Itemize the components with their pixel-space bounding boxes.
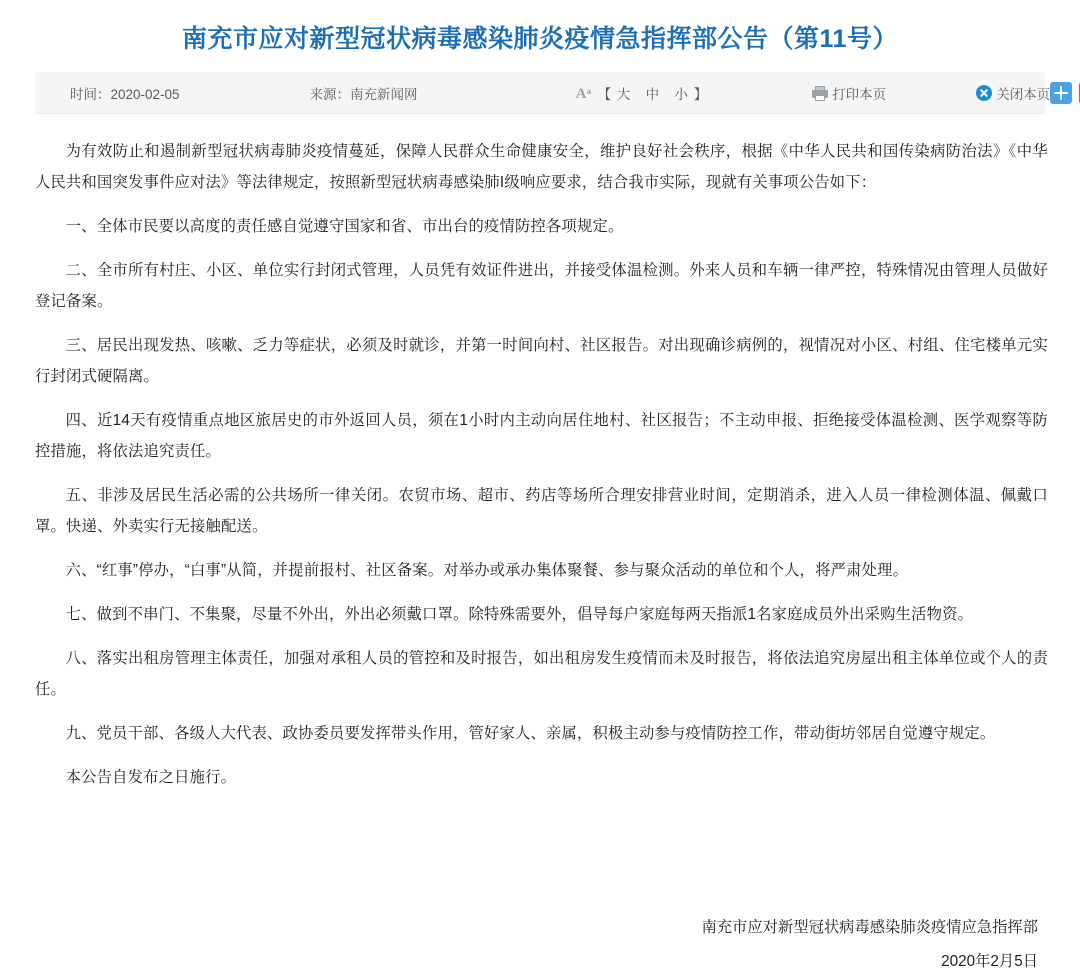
paragraph-item-4: 四、近14天有疫情重点地区旅居史的市外返回人员，须在1小时内主动向居住地村、社区报告；不主动申报、拒绝接受体温检测、医学观察等防控措施，将依法追究责任。 bbox=[35, 412, 1048, 460]
bracket-close: 】 bbox=[693, 87, 709, 102]
printer-icon bbox=[812, 86, 828, 101]
font-size-control[interactable] bbox=[576, 83, 709, 103]
close-page-button[interactable] bbox=[976, 83, 1050, 103]
close-icon bbox=[976, 85, 992, 101]
source-label: 来源：南充新闻网 bbox=[309, 87, 418, 102]
paragraph-item-9: 九、党员干部、各级人大代表、政协委员要发挥带头作用，管好家人、亲属，积极主动参与疫情防控工作，带动街坊邻居自觉遵守规定。 bbox=[65, 725, 996, 742]
spacer-1 bbox=[636, 87, 641, 102]
page-title: 南充市应对新型冠状病毒感染肺炎疫情急指挥部公告（第11号） bbox=[182, 25, 898, 53]
paragraph-item-2: 二、全市所有村庄、小区、单位实行封闭式管理，人员凭有效证件进出，并接受体温检测。外来人员和车辆一律严控，特殊情况由管理人员做好登记备案。 bbox=[35, 262, 1048, 310]
paragraph-intro: 为有效防止和遏制新型冠状病毒肺炎疫情蔓延，保障人民群众生命健康安全，维护良好社会秩序，根据《中华人民共和国传染病防治法》《中华人民共和国突发事件应对法》等法律规定，按照新型冠状病毒感染肺I级响应要求，结合我市实际，现就有关事项公告如下： bbox=[35, 143, 1048, 191]
font-size-icon: A a bbox=[575, 85, 592, 102]
paragraph-item-5: 五、非涉及居民生活必需的公共场所一律关闭。农贸市场、超市、药店等场所合理安排营业时间，定期消杀，进入人员一律检测体温、佩戴口罩。快递、外卖实行无接触配送。 bbox=[35, 487, 1048, 535]
font-size-small[interactable]: 小 bbox=[674, 87, 689, 102]
share-plus-icon[interactable] bbox=[1050, 82, 1072, 104]
article-body bbox=[0, 114, 1080, 793]
paragraph-item-1: 一、全体市民要以高度的责任感自觉遵守国家和省、市出台的疫情防控各项规定。 bbox=[65, 218, 624, 235]
print-page-label: 打印本页 bbox=[832, 87, 887, 102]
font-size-options bbox=[598, 83, 709, 103]
publish-time-label: 时间：2020-02-05 bbox=[70, 87, 180, 102]
signature-block bbox=[0, 911, 1080, 979]
font-size-medium[interactable]: 中 bbox=[645, 87, 661, 102]
font-size-large[interactable]: 大 bbox=[616, 87, 632, 102]
signature-issuer: 南充市应对新型冠状病毒感染肺炎疫情应急指挥部 bbox=[701, 919, 1038, 936]
source bbox=[310, 83, 418, 103]
meta-toolbar bbox=[35, 72, 1051, 114]
bracket-open: 【 bbox=[597, 87, 613, 102]
signature-date: 2020年2月5日 bbox=[941, 953, 1038, 970]
title-container bbox=[0, 0, 1080, 72]
share-buttons bbox=[1050, 82, 1080, 104]
paragraph-item-6: 六、“红事”停办，“白事”从简，并提前报村、社区备案。对举办或承办集体聚餐、参与聚众活动的单位和个人，将严肃处理。 bbox=[65, 562, 909, 579]
publish-time bbox=[70, 83, 180, 103]
print-page-button[interactable] bbox=[812, 83, 886, 103]
paragraph-effective: 本公告自发布之日施行。 bbox=[65, 769, 237, 786]
spacer-2 bbox=[665, 87, 670, 102]
paragraph-item-3: 三、居民出现发热、咳嗽、乏力等症状，必须及时就诊，并第一时间向村、社区报告。对出现确诊病例的，视情况对小区、村组、住宅楼单元实行封闭式硬隔离。 bbox=[35, 337, 1048, 385]
paragraph-item-7: 七、做到不串门、不集聚，尽量不外出，外出必须戴口罩。除特殊需要外，倡导每户家庭每两天指派1名家庭成员外出采购生活物资。 bbox=[65, 606, 974, 623]
close-page-label: 关闭本页 bbox=[996, 87, 1051, 102]
paragraph-item-8: 八、落实出租房管理主体责任，加强对承租人员的管控和及时报告，如出租房发生疫情而未及时报告，将依法追究房屋出租主体单位或个人的责任。 bbox=[35, 650, 1048, 698]
